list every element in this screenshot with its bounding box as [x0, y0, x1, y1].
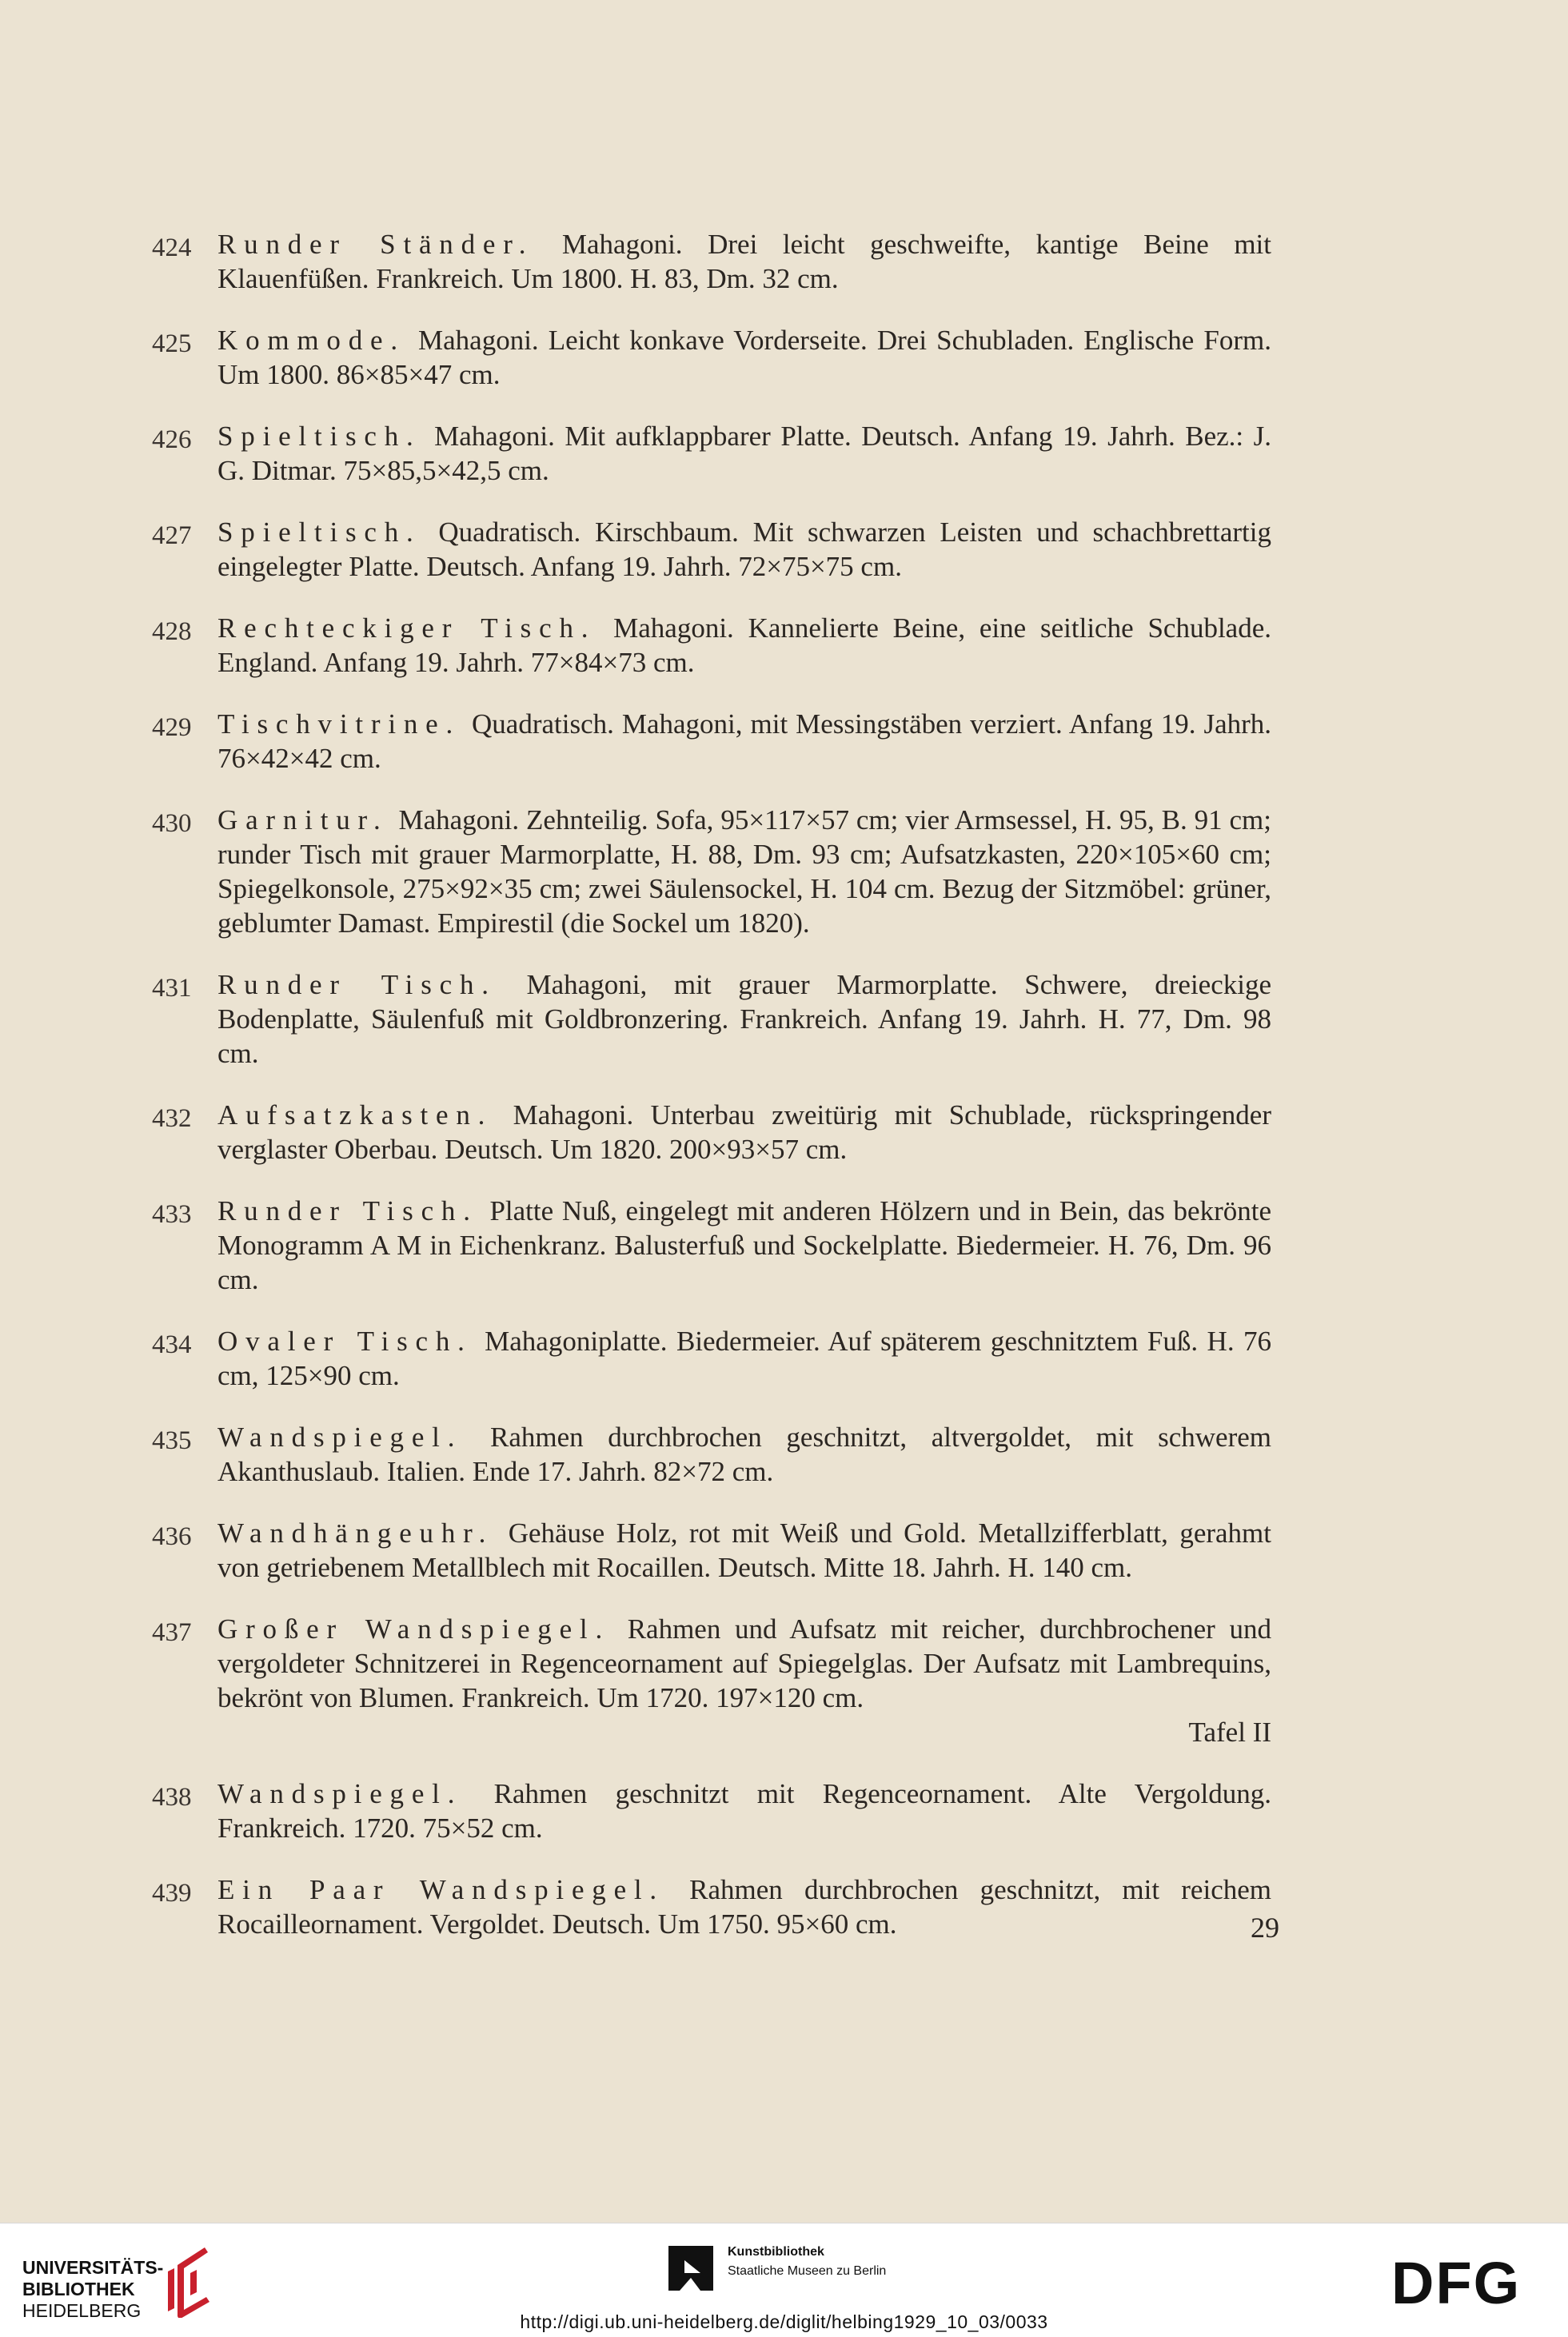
ub-logo-line-1: UNIVERSITÄTS- — [22, 2257, 164, 2278]
entry-title: Ein Paar Wandspiegel. — [217, 1874, 664, 1905]
entry-body — [217, 1612, 1271, 1749]
entry-body — [217, 1420, 1271, 1489]
entry-body — [217, 1098, 1271, 1167]
entry-description: Rahmen durchbrochen geschnitzt, mit reichem Rocailleornament. Vergoldet. Deutsch. Um 1750. 95×60 cm. — [217, 1874, 1271, 1940]
entry-title: Runder Tisch. — [217, 969, 497, 1000]
entry-number: 435 — [152, 1426, 192, 1455]
catalogue-entry — [152, 1420, 1279, 1489]
entry-description: Mahagoni. Unterbau zweitürig mit Schublade, rückspringender verglaster Oberbau. Deutsch. Um 1820. 200×93×57 cm. — [217, 1099, 1272, 1165]
entry-body — [217, 227, 1271, 296]
catalogue-entries — [152, 227, 1279, 1968]
entry-title: Ovaler Tisch. — [217, 1326, 473, 1357]
page-number: 29 — [1251, 1912, 1279, 1944]
catalogue-entry — [152, 419, 1279, 488]
kunstbibliothek-subtitle: Staatliche Museen zu Berlin — [728, 2264, 887, 2278]
entry-description: Rahmen und Aufsatz mit reicher, durchbrochener und vergoldeter Schnitzerei in Regenceornament auf Spiegelglas. Der Aufsatz mit Lambrequins, bekrönt von Blumen. Frankreich. Um 1720. 197×120 cm. — [217, 1613, 1271, 1713]
entry-description: Mahagoni. Zehnteilig. Sofa, 95×117×57 cm; vier Armsessel, H. 95, B. 91 cm; runder Tisch mit grauer Marmorplatte, H. 88, Dm. 93 cm; Aufsatzkasten, 220×105×60 cm; Spiegelkonsole, 275×92×35 cm; zwei Säulensockel, H. 104 cm. Bezug der Sitzmöbel: grüner, geblumter Damast. Empirestil (die Sockel um 1820). — [217, 804, 1271, 939]
entry-body — [217, 515, 1271, 584]
entry-description: Mahagoni, mit grauer Marmorplatte. Schwere, dreieckige Bodenplatte, Säulenfuß mit Goldbronzering. Frankreich. Anfang 19. Jahrh. H. 77, Dm. 98 cm. — [217, 969, 1272, 1069]
entry-body — [217, 419, 1271, 488]
entry-number: 439 — [152, 1879, 192, 1908]
entry-number: 424 — [152, 233, 192, 262]
catalogue-entry — [152, 1098, 1279, 1167]
entry-title: Wandspiegel. — [217, 1778, 463, 1809]
entry-number: 431 — [152, 974, 192, 1003]
entry-number: 430 — [152, 809, 192, 838]
entry-body — [217, 967, 1271, 1071]
entry-number: 433 — [152, 1200, 192, 1229]
ub-logo-line-3: HEIDELBERG — [22, 2300, 142, 2321]
entry-body — [217, 323, 1271, 392]
entry-number: 436 — [152, 1522, 192, 1551]
entry-number: 427 — [152, 521, 192, 550]
dfg-logo[interactable]: DFG — [1391, 2250, 1522, 2316]
entry-body — [217, 803, 1271, 940]
entry-description: Rahmen geschnitzt mit Regenceornament. Alte Vergoldung. Frankreich. 1720. 75×52 cm. — [217, 1778, 1272, 1844]
entry-title: Großer Wandspiegel. — [217, 1613, 611, 1645]
ub-logo-line-2: BIBLIOTHEK — [22, 2279, 135, 2299]
catalogue-entry — [152, 1777, 1279, 1845]
entry-number: 428 — [152, 617, 192, 646]
entry-number: 437 — [152, 1618, 192, 1647]
entry-title: Runder Tisch. — [217, 1195, 478, 1226]
entry-description: Mahagoni. Kannelierte Beine, eine seitliche Schublade. England. Anfang 19. Jahrh. 77×84×73 cm. — [217, 612, 1271, 678]
catalogue-entry — [152, 323, 1279, 392]
entry-description: Mahagoni. Mit aufklappbarer Platte. Deutsch. Anfang 19. Jahrh. Bez.: J. G. Ditmar. 75×85,5×42,5 cm. — [217, 421, 1272, 486]
entry-description: Quadratisch. Kirschbaum. Mit schwarzen Leisten und schachbrettartig eingelegter Platte. Deutsch. Anfang 19. Jahrh. 72×75×75 cm. — [217, 516, 1272, 582]
entry-title: Spieltisch. — [217, 516, 421, 548]
ub-heidelberg-emblem-icon — [160, 2241, 219, 2318]
catalogue-entry — [152, 227, 1279, 296]
entry-title: Rechteckiger Tisch. — [217, 612, 596, 644]
entry-description: Mahagoni. Leicht konkave Vorderseite. Drei Schubladen. Englische Form. Um 1800. 86×85×47 cm. — [217, 325, 1271, 390]
catalogue-entry — [152, 1516, 1279, 1585]
entry-number: 438 — [152, 1783, 192, 1812]
entry-title: Wandspiegel. — [217, 1422, 463, 1453]
entry-number: 434 — [152, 1330, 192, 1359]
entry-body — [217, 1194, 1271, 1297]
entry-body — [217, 707, 1271, 776]
catalogue-entry — [152, 1324, 1279, 1393]
entry-number: 429 — [152, 713, 192, 742]
entry-number: 426 — [152, 425, 192, 454]
entry-body — [217, 1324, 1271, 1393]
entry-body — [217, 1516, 1271, 1585]
catalogue-entry — [152, 803, 1279, 940]
kunstbibliothek-emblem-icon — [668, 2246, 713, 2291]
entry-title: Spieltisch. — [217, 421, 421, 452]
entry-number: 432 — [152, 1104, 192, 1133]
permalink-url[interactable]: http://digi.ub.uni-heidelberg.de/diglit/helbing1929_10_03/0033 — [520, 2311, 1048, 2332]
entry-description: Mahagoni. Drei leicht geschweifte, kantige Beine mit Klauenfüßen. Frankreich. Um 1800. H. 83, Dm. 32 cm. — [217, 229, 1272, 294]
entry-title: Aufsatzkasten. — [217, 1099, 493, 1131]
catalogue-entry — [152, 967, 1279, 1071]
catalogue-entry — [152, 1612, 1279, 1749]
entry-description: Mahagoniplatte. Biedermeier. Auf späterem geschnitztem Fuß. H. 76 cm, 125×90 cm. — [217, 1326, 1271, 1391]
entry-body — [217, 611, 1271, 680]
entry-description: Quadratisch. Mahagoni, mit Messingstäben verziert. Anfang 19. Jahrh. 76×42×42 cm. — [217, 708, 1272, 774]
entry-number: 425 — [152, 329, 192, 358]
entry-title: Garnitur. — [217, 804, 389, 835]
entry-description: Rahmen durchbrochen geschnitzt, altvergoldet, mit schwerem Akanthuslaub. Italien. Ende 17. Jahrh. 82×72 cm. — [217, 1422, 1271, 1487]
kunstbibliothek-name: Kunstbibliothek — [728, 2245, 824, 2259]
entry-body — [217, 1872, 1271, 1941]
entry-title: Kommode. — [217, 325, 405, 356]
plate-reference: Tafel II — [1188, 1717, 1271, 1748]
entry-body — [217, 1777, 1271, 1845]
catalogue-entry — [152, 611, 1279, 680]
entry-description: Platte Nuß, eingelegt mit anderen Hölzern und in Bein, das bekrönte Monogramm A M in Eichenkranz. Balusterfuß und Sockelplatte. Biedermeier. H. 76, Dm. 96 cm. — [217, 1195, 1271, 1295]
catalogue-entry — [152, 1194, 1279, 1297]
entry-title: Tischvitrine. — [217, 708, 461, 740]
entry-title: Runder Ständer. — [217, 229, 534, 260]
catalogue-entry — [152, 707, 1279, 776]
entry-title: Wandhängeuhr. — [217, 1517, 494, 1549]
catalogue-entry — [152, 515, 1279, 584]
footer-bar — [0, 2223, 1568, 2337]
entry-description: Gehäuse Holz, rot mit Weiß und Gold. Metallzifferblatt, gerahmt von getriebenem Metallblech mit Rocaillen. Deutsch. Mitte 18. Jahrh. H. 140 cm. — [217, 1517, 1271, 1583]
catalogue-entry — [152, 1872, 1279, 1941]
